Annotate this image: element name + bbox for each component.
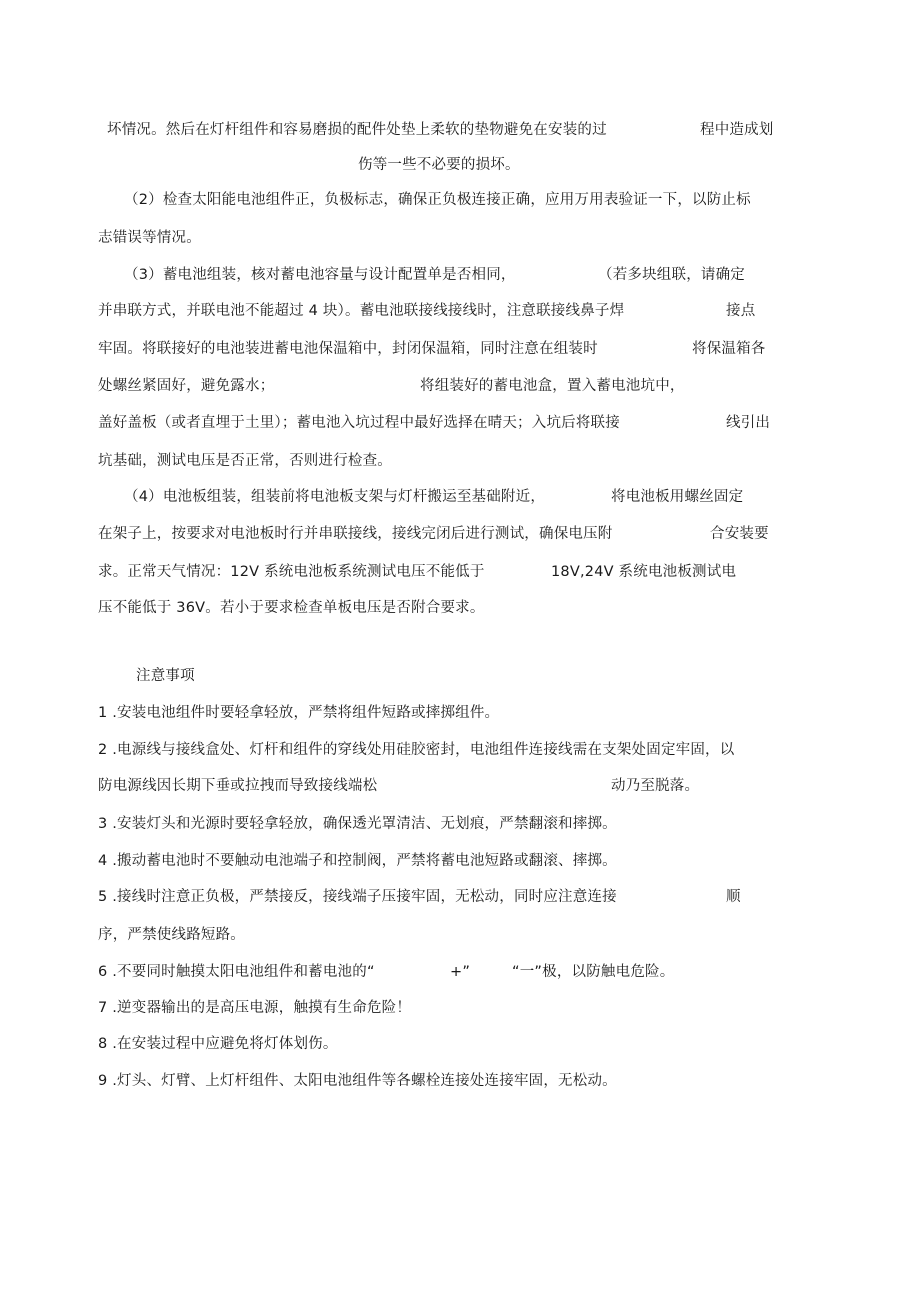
text-line: （3）蓄电池组装，核对蓄电池容量与设计配置单是否相同， [124,267,516,283]
text-line: （2）检查太阳能电池组件正，负极标志，确保正负极连接正确，应用万用表验证一下，以防止标 [124,192,751,208]
text-line: （若多块组联，请确定 [598,267,745,283]
text-line: 压不能低于 36V。若小于要求检查单板电压是否附合要求。 [98,600,485,616]
list-item: 5 .接线时注意正负极，严禁接反，接线端子压接牢固，无松动，同时应注意连接 [98,889,617,905]
text-line: 接点 [726,303,756,319]
text-line: 伤等一些不必要的损坏。 [358,157,520,173]
text-line: （4）电池板组装，组装前将电池板支架与灯杆搬运至基础附近， [124,489,546,505]
text-line: 牢固。将联接好的电池装进蓄电池保温箱中，封闭保温箱，同时注意在组装时 [98,341,598,357]
text-line: 合安装要 [710,526,769,542]
list-item: 7 .逆变器输出的是高压电源，触摸有生命危险！ [98,1000,412,1016]
list-item: 9 .灯头、灯臂、上灯杆组件、太阳电池组件等各螺栓连接处连接牢固，无松动。 [98,1073,617,1089]
text-line: 将电池板用螺丝固定 [611,489,744,505]
text-line: 将保温箱各 [692,341,766,357]
text-line: 志错误等情况。 [98,230,201,246]
list-item: 防电源线因长期下垂或拉拽而导致接线端松 [98,778,378,794]
text-line: 在架子上，按要求对电池板时行并串联接线，接线完闭后进行测试，确保电压附 [98,526,613,542]
list-item: 1 .安装电池组件时要轻拿轻放，严禁将组件短路或摔掷组件。 [98,705,500,721]
list-item: 6 .不要同时触摸太阳电池组件和蓄电池的“ [98,964,375,980]
list-item: 2 .电源线与接线盒处、灯杆和组件的穿线处用硅胶密封，电池组件连接线需在支架处固定牢固，以 [98,742,735,758]
text-line: 处螺丝紧固好，避免露水； [98,378,275,394]
list-item: 动乃至脱落。 [611,778,700,794]
list-item: 4 .搬动蓄电池时不要触动电池端子和控制阀，严禁将蓄电池短路或翻滚、摔掷。 [98,853,617,869]
text-line: 坑基础，测试电压是否正常，否则进行检查。 [98,453,392,469]
list-item: 顺 [726,889,741,905]
text-line: 盖好盖板（或者直埋于土里）；蓄电池入坑过程中最好选择在晴天；入坑后将联接 [98,415,620,431]
text-line: 将组装好的蓄电池盒，置入蓄电池坑中， [420,378,685,394]
list-item: 3 .安装灯头和光源时要轻拿轻放，确保透光罩清洁、无划痕，严禁翻滚和摔掷。 [98,816,617,832]
list-item: 序，严禁使线路短路。 [98,927,245,943]
section-heading: 注意事项 [136,668,195,684]
text-line: 坏情况。然后在灯杆组件和容易磨损的配件处垫上柔软的垫物避免在安装的过 [107,122,607,138]
text-line: 线引出 [726,415,771,431]
list-item: “一”极，以防触电危险。 [512,964,675,980]
list-item: +” [450,964,471,980]
text-line: 18V,24V 系统电池板测试电 [551,564,737,580]
text-line: 求。正常天气情况：12V 系统电池板系统测试电压不能低于 [98,564,485,580]
text-line: 程中造成划 [700,122,774,138]
text-line: 并串联方式，并联电池不能超过 4 块）。蓄电池联接线接线时，注意联接线鼻子焊 [98,303,625,319]
list-item: 8 .在安装过程中应避免将灯体划伤。 [98,1036,338,1052]
